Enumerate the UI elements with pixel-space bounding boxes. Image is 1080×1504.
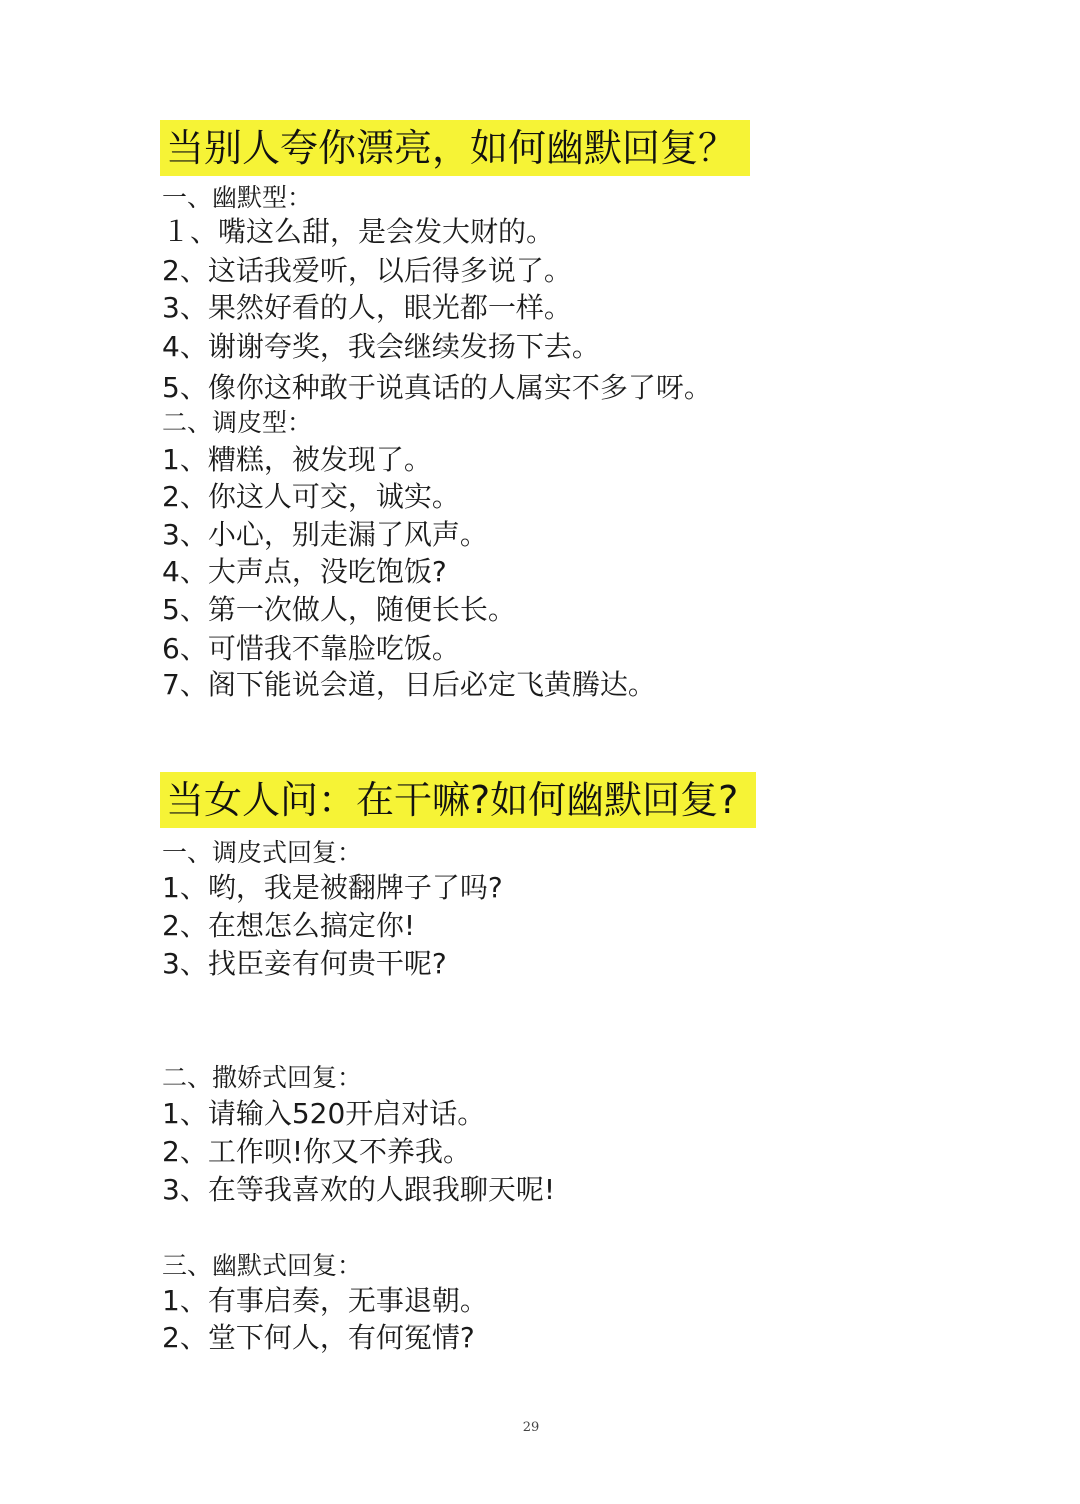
list-item: 6、可惜我不靠脸吃饭。 bbox=[162, 632, 460, 665]
list-item: 1、哟，我是被翻牌子了吗? bbox=[162, 871, 503, 904]
page-number: 29 bbox=[522, 1420, 540, 1435]
list-item: 2、工作呗!你又不养我。 bbox=[162, 1135, 472, 1168]
list-item: 2、你这人可交，诚实。 bbox=[162, 480, 460, 513]
list-item: 4、谢谢夸奖，我会继续发扬下去。 bbox=[162, 330, 600, 363]
section1-group2-heading: 二、调皮型： bbox=[162, 408, 313, 437]
section2-group2-heading: 二、撒娇式回复： bbox=[162, 1063, 363, 1092]
list-item: 2、这话我爱听，以后得多说了。 bbox=[162, 254, 572, 287]
section1-title: 当别人夸你漂亮，如何幽默回复？ bbox=[160, 120, 750, 176]
list-item: １、嘴这么甜，是会发大财的。 bbox=[162, 215, 555, 248]
list-item: 5、第一次做人，随便长长。 bbox=[162, 593, 516, 626]
list-item: 1、有事启奏，无事退朝。 bbox=[162, 1284, 488, 1317]
section1-group1-heading: 一、幽默型： bbox=[162, 183, 313, 212]
list-item: 3、找臣妾有何贵干呢? bbox=[162, 947, 447, 980]
list-item: 3、在等我喜欢的人跟我聊天呢! bbox=[162, 1173, 556, 1206]
list-item: 7、阁下能说会道，日后必定飞黄腾达。 bbox=[162, 668, 656, 701]
list-item: 4、大声点，没吃饱饭? bbox=[162, 555, 447, 588]
list-item: 3、小心，别走漏了风声。 bbox=[162, 518, 488, 551]
list-item: 3、果然好看的人，眼光都一样。 bbox=[162, 291, 572, 324]
section2-title: 当女人问：在干嘛?如何幽默回复? bbox=[160, 772, 756, 828]
list-item: 2、在想怎么搞定你! bbox=[162, 909, 416, 942]
section2-group3-heading: 三、幽默式回复： bbox=[162, 1251, 363, 1280]
section2-group1-heading: 一、调皮式回复： bbox=[162, 838, 363, 867]
list-item: 5、像你这种敢于说真话的人属实不多了呀。 bbox=[162, 371, 712, 404]
list-item: 2、堂下何人，有何冤情? bbox=[162, 1321, 475, 1354]
list-item: 1、糟糕，被发现了。 bbox=[162, 443, 432, 476]
list-item: 1、请输入520开启对话。 bbox=[162, 1097, 486, 1130]
